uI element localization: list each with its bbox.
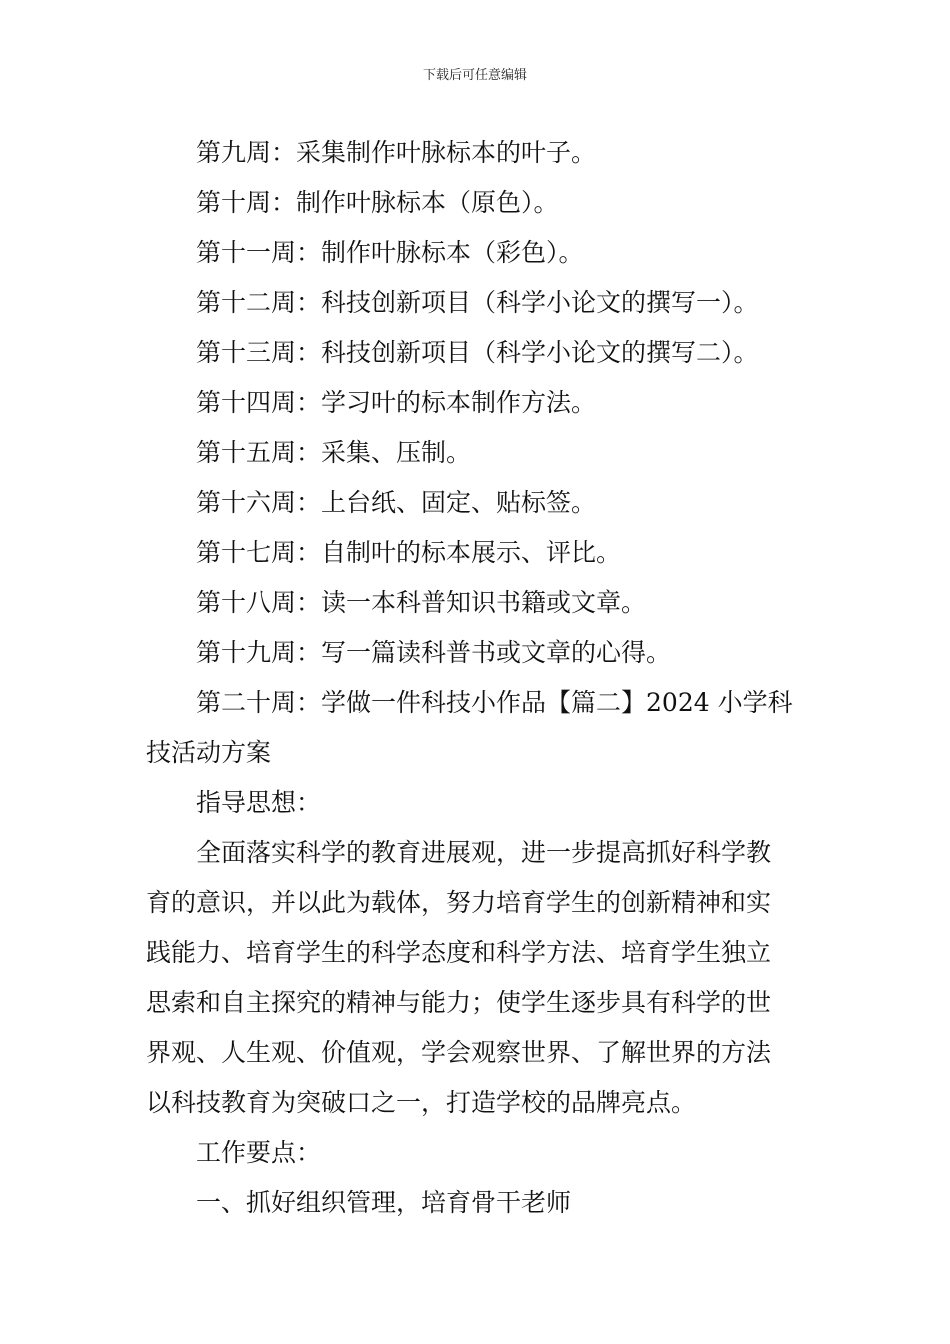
section-title-continuation: 技活动方案 — [146, 738, 272, 767]
schedule-line-week16: 第十六周：上台纸、固定、贴标签。 — [196, 488, 597, 517]
guiding-paragraph-line: 以科技教育为突破口之一，打造学校的品牌亮点。 — [146, 1088, 697, 1117]
document-body — [146, 128, 806, 1228]
work-heading: 工作要点： — [196, 1138, 322, 1167]
schedule-line-week10: 第十周：制作叶脉标本（原色）。 — [196, 188, 559, 217]
schedule-line-week12: 第十二周：科技创新项目（科学小论文的撰写一）。 — [196, 288, 759, 317]
schedule-line-week15: 第十五周：采集、压制。 — [196, 438, 472, 467]
schedule-line-week14: 第十四周：学习叶的标本制作方法。 — [196, 388, 597, 417]
guiding-paragraph-line: 思索和自主探究的精神与能力；使学生逐步具有科学的世 — [146, 988, 772, 1017]
guiding-paragraph-line: 界观、人生观、价值观，学会观察世界、了解世界的方法 — [146, 1038, 772, 1067]
guiding-paragraph-line: 全面落实科学的教育进展观，进一步提高抓好科学教 — [196, 838, 772, 867]
schedule-line-week19: 第十九周：写一篇读科普书或文章的心得。 — [196, 638, 672, 667]
schedule-line-week11: 第十一周：制作叶脉标本（彩色）。 — [196, 238, 584, 267]
header-note: 下载后可任意编辑 — [422, 68, 527, 83]
guiding-paragraph-line: 践能力、培育学生的科学态度和科学方法、培育学生独立 — [146, 938, 772, 967]
schedule-line-week17: 第十七周：自制叶的标本展示、评比。 — [196, 538, 622, 567]
work-item-1: 一、抓好组织管理，培育骨干老师 — [196, 1188, 572, 1217]
schedule-line-week9: 第九周：采集制作叶脉标本的叶子。 — [196, 138, 597, 167]
guiding-paragraph-line: 育的意识，并以此为载体，努力培育学生的创新精神和实 — [146, 888, 772, 917]
schedule-line-week20: 第二十周：学做一件科技小作品【篇二】2024 小学科 — [196, 688, 793, 717]
schedule-line-week13: 第十三周：科技创新项目（科学小论文的撰写二）。 — [196, 338, 759, 367]
guiding-heading: 指导思想： — [196, 788, 322, 817]
schedule-line-week18: 第十八周：读一本科普知识书籍或文章。 — [196, 588, 647, 617]
